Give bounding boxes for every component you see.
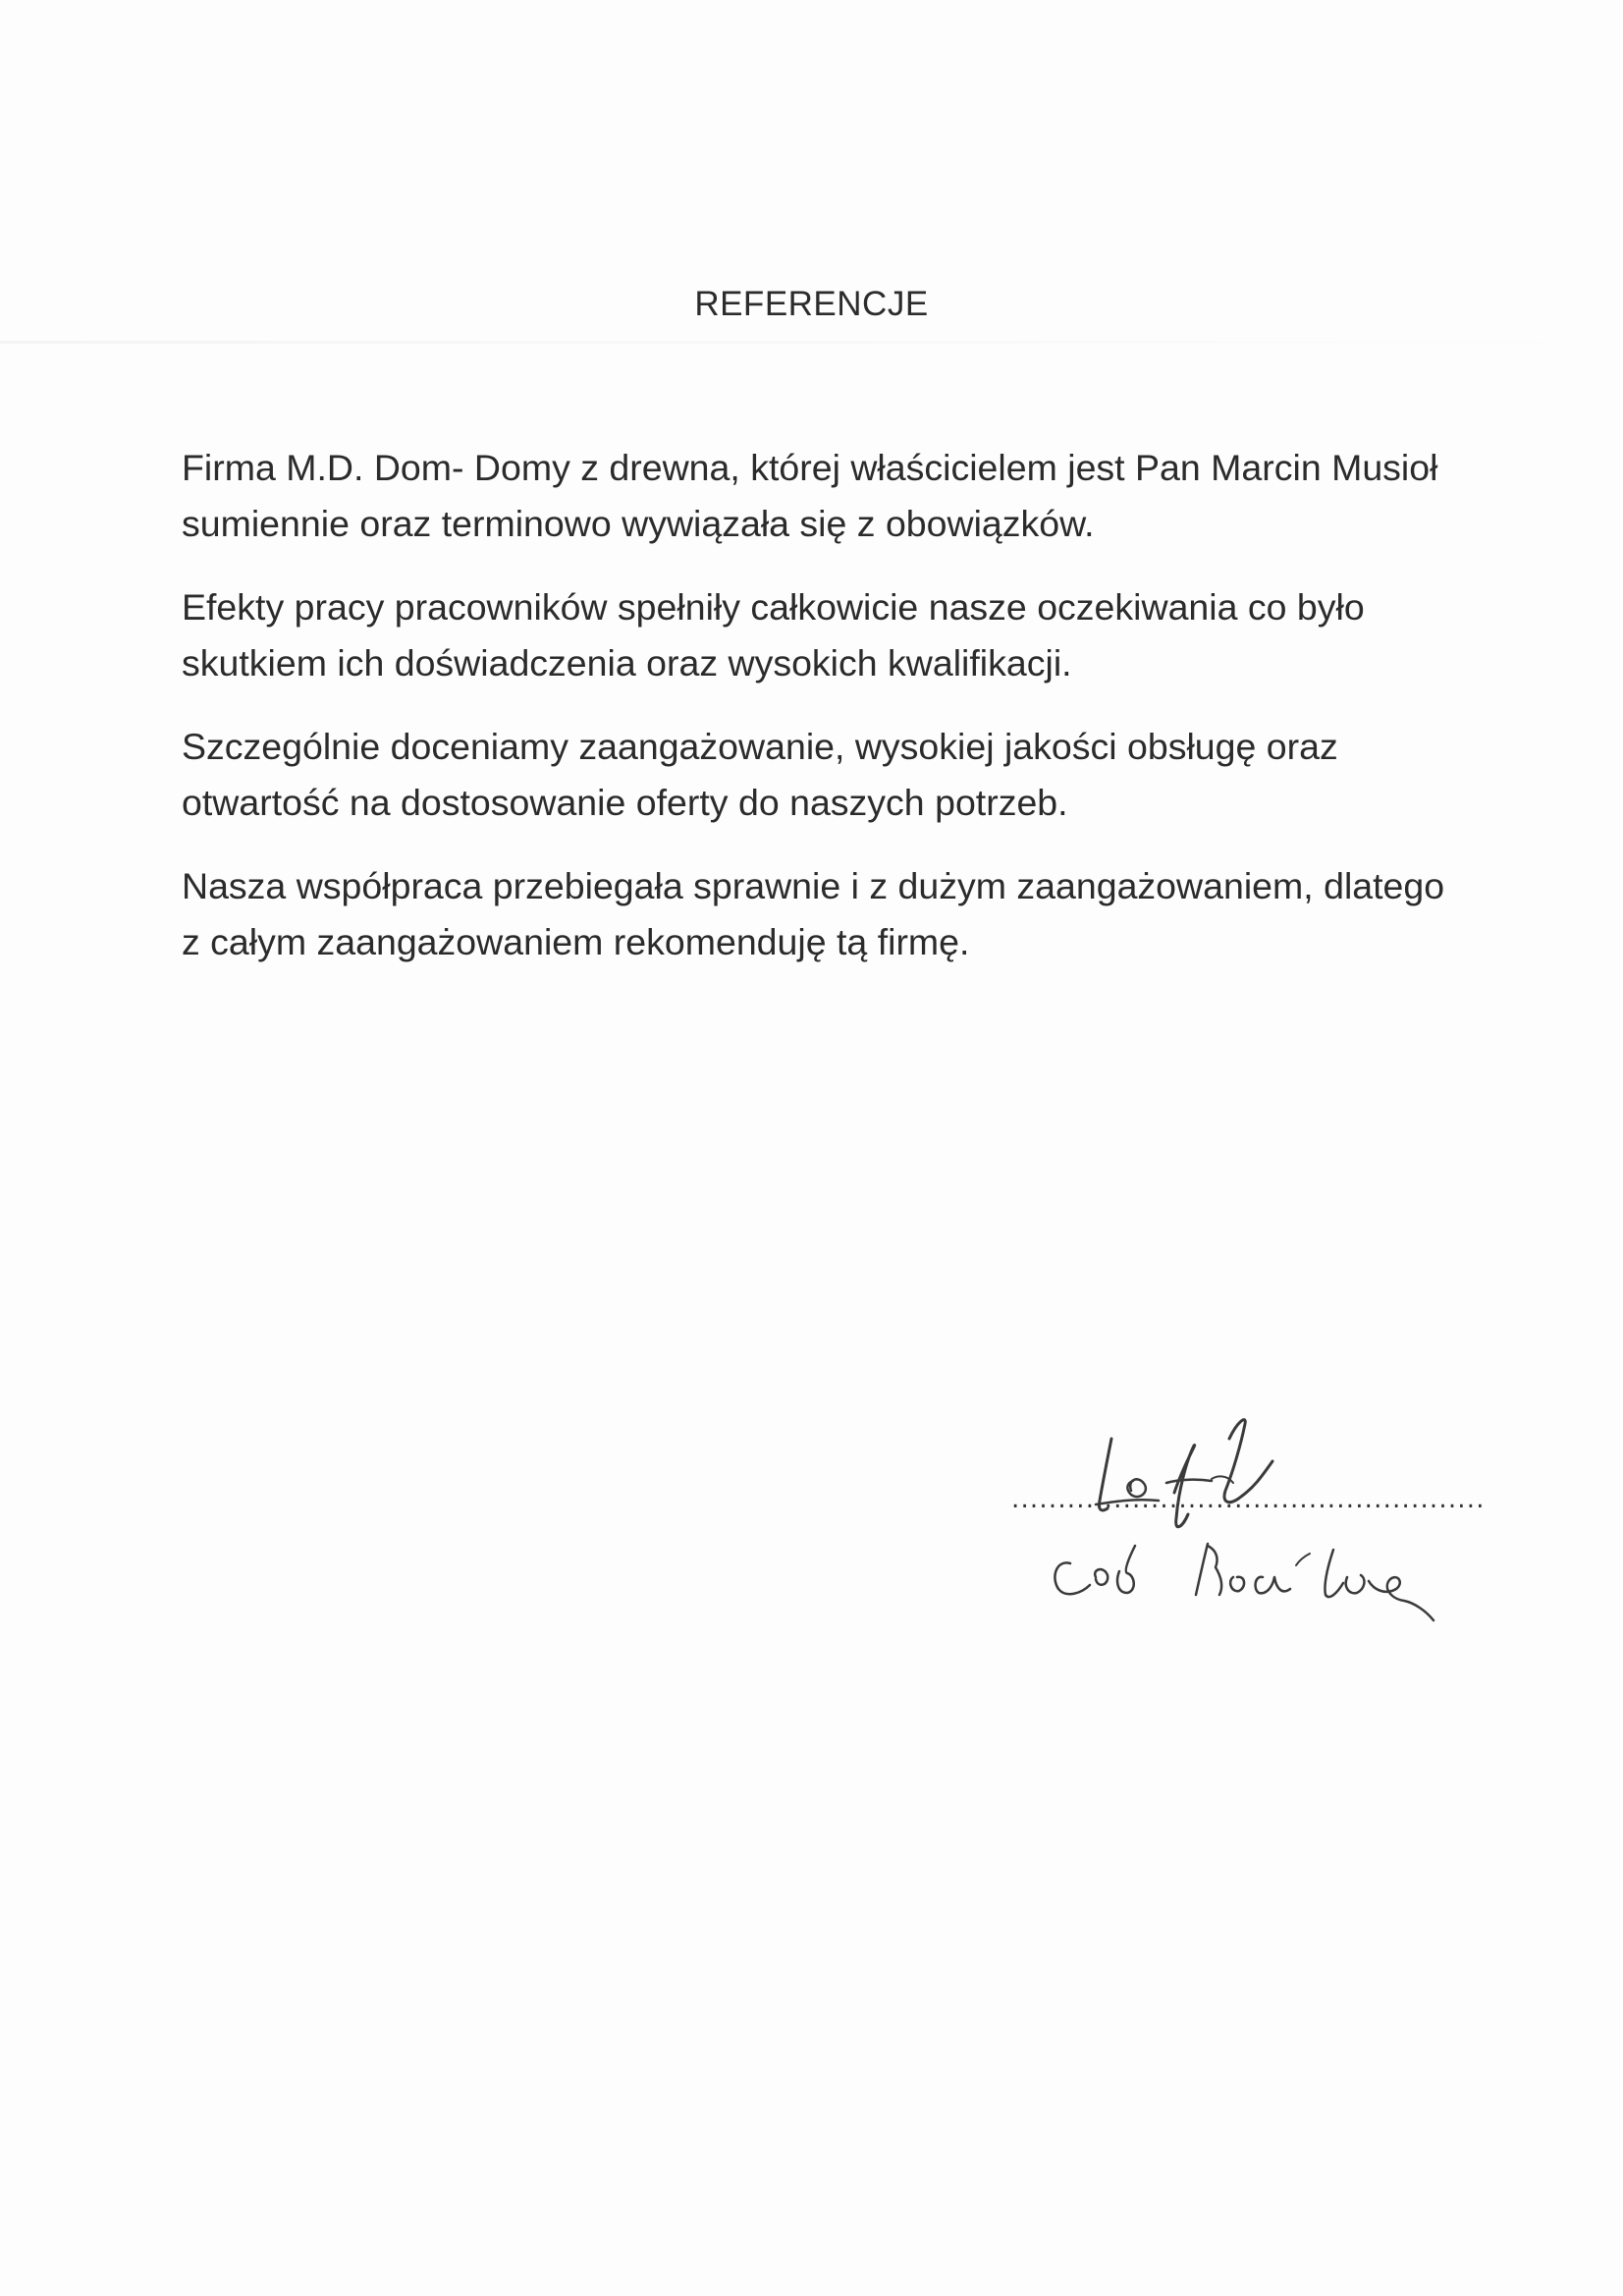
paragraph-4: Nasza współpraca przebiegała sprawnie i z dużym zaangażowaniem, dlatego z całym zaangażowaniem rekomenduję tą firmę. bbox=[182, 865, 1445, 962]
signature-line: ................................................... bbox=[1011, 1485, 1486, 1514]
document-title: REFERENCJE bbox=[694, 285, 929, 323]
document-body bbox=[182, 440, 1458, 998]
scan-artifact-line bbox=[0, 341, 1623, 344]
paragraph-2: Efekty pracy pracowników spełniły całkowicie nasze oczekiwania co było skutkiem ich doświadczenia oraz wysokich kwalifikacji. bbox=[182, 586, 1365, 683]
paragraph-3: Szczególnie doceniamy zaangażowanie, wysokiej jakości obsługę oraz otwartość na dostosowanie oferty do naszych potrzeb. bbox=[182, 726, 1338, 823]
handwritten-signature bbox=[1001, 1385, 1532, 1640]
paragraph-1: Firma M.D. Dom- Domy z drewna, której właścicielem jest Pan Marcin Musioł sumiennie oraz terminowo wywiązała się z obowiązków. bbox=[182, 447, 1438, 544]
